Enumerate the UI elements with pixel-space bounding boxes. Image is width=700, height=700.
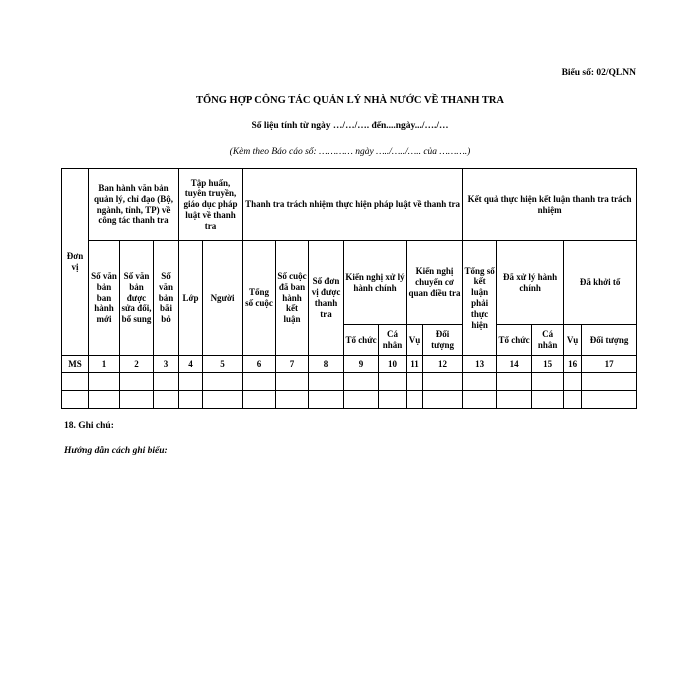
report-title: TỔNG HỢP CÔNG TÁC QUẢN LÝ NHÀ NƯỚC VỀ THANH TRA	[195, 95, 505, 106]
column-number: 9	[344, 356, 379, 373]
ms-label: MS	[62, 356, 89, 373]
header-classes: Lớp	[179, 241, 203, 356]
header-rounds-concluded: Số cuộc đã ban hành kết luận	[276, 241, 309, 356]
header-admin-recommend: Kiến nghị xử lý hành chính	[344, 241, 407, 325]
table-row	[62, 391, 637, 409]
header-organization: Tổ chức	[344, 325, 379, 356]
column-number: 16	[564, 356, 582, 373]
header-transfer-recommend: Kiến nghị chuyển cơ quan điều tra	[407, 241, 463, 325]
header-prosecuted: Đã khởi tố	[564, 241, 637, 325]
column-number: 15	[532, 356, 564, 373]
header-total-rounds: Tổng số cuộc	[243, 241, 276, 356]
header-cases: Vụ	[407, 325, 423, 356]
header-inspection: Thanh tra trách nhiệm thực hiện pháp luật về thanh tra	[243, 169, 463, 241]
column-number: 12	[423, 356, 463, 373]
header-individual: Cá nhân	[379, 325, 407, 356]
attached-report-line: (Kèm theo Báo cáo số: ………… ngày …../…../….. của ……….)	[229, 147, 471, 157]
header-total-conclusions: Tổng số kết luận phải thực hiện	[463, 241, 497, 356]
column-number: 10	[379, 356, 407, 373]
column-number: 1	[89, 356, 120, 373]
notes-label: 18. Ghi chú:	[64, 421, 114, 431]
guide-label: Hướng dẫn cách ghi biểu:	[64, 446, 168, 456]
column-number: 14	[497, 356, 532, 373]
header-cases: Vụ	[564, 325, 582, 356]
header-repealed-docs: Số văn bản bãi bỏ	[154, 241, 179, 356]
column-number: 6	[243, 356, 276, 373]
column-number: 4	[179, 356, 203, 373]
column-number: 13	[463, 356, 497, 373]
column-number: 2	[120, 356, 154, 373]
period-line: Số liệu tính từ ngày …/…/…. đến....ngày.../…./…	[251, 121, 449, 131]
header-people: Người	[203, 241, 243, 356]
column-number: 5	[203, 356, 243, 373]
header-amended-docs: Số văn bản được sửa đổi, bổ sung	[120, 241, 154, 356]
form-code: Biểu số: 02/QLNN	[561, 68, 636, 78]
header-training: Tập huấn, tuyên truyền, giáo dục pháp luật về thanh tra	[179, 169, 243, 241]
header-new-docs: Số văn bản ban hành mới	[89, 241, 120, 356]
column-number: 17	[582, 356, 637, 373]
column-number: 7	[276, 356, 309, 373]
column-number: 8	[309, 356, 344, 373]
table-row	[62, 373, 637, 391]
header-subjects: Đối tượng	[582, 325, 637, 356]
header-organization: Tổ chức	[497, 325, 532, 356]
column-number: 3	[154, 356, 179, 373]
report-table	[61, 168, 637, 409]
header-individual: Cá nhân	[532, 325, 564, 356]
header-subjects: Đối tượng	[423, 325, 463, 356]
column-number-row	[62, 356, 637, 373]
header-documents: Ban hành văn bản quản lý, chỉ đạo (Bộ, ngành, tỉnh, TP) về công tác thanh tra	[89, 169, 179, 241]
header-results: Kết quả thực hiện kết luận thanh tra trách nhiệm	[463, 169, 637, 241]
header-admin-handled: Đã xử lý hành chính	[497, 241, 564, 325]
column-number: 11	[407, 356, 423, 373]
header-units-inspected: Số đơn vị được thanh tra	[309, 241, 344, 356]
header-unit: Đơn vị	[62, 169, 89, 356]
